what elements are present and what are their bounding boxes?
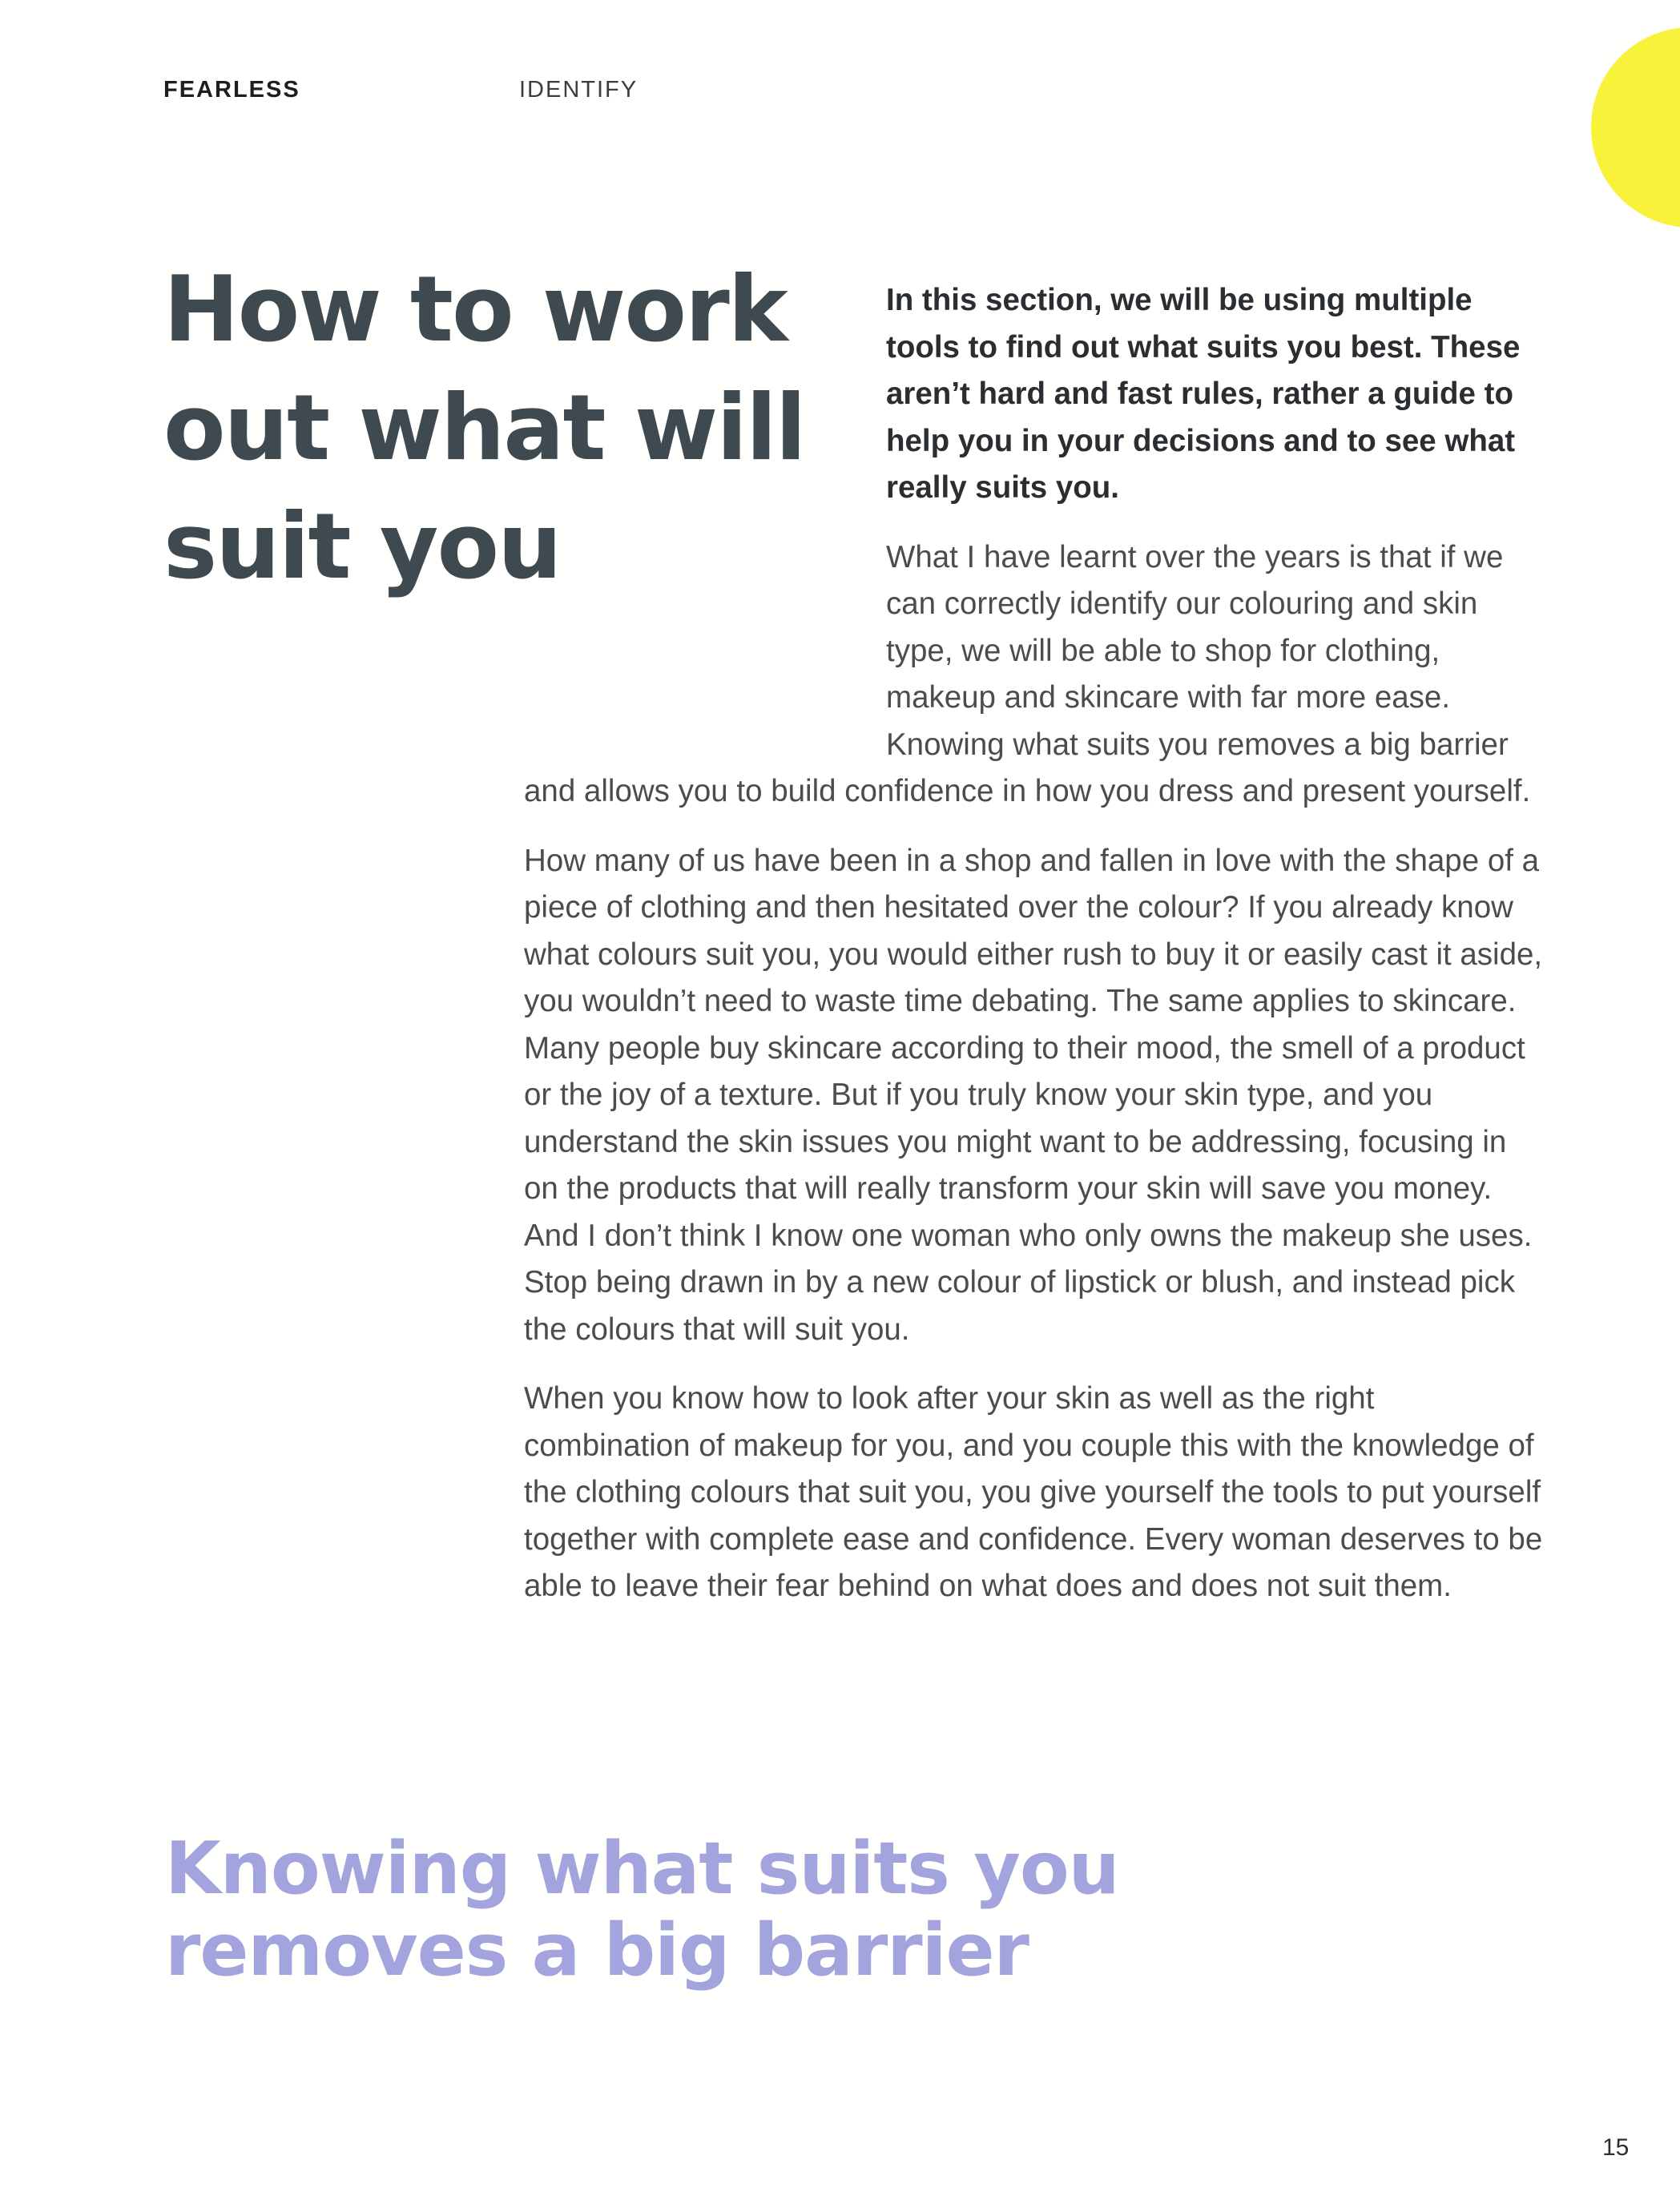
yellow-circle-decoration xyxy=(1591,27,1680,228)
body-text xyxy=(524,277,1545,1633)
pull-quote: Knowing what suits you removes a big barrier xyxy=(165,1827,1119,1993)
running-head-section: IDENTIFY xyxy=(519,77,639,103)
intro-paragraph: In this section, we will be using multiple tools to find out what suits you best. These aren’t hard and fast rules, rather a guide to help you in your decisions and to see what really suits you. xyxy=(886,283,1521,505)
page-number: 15 xyxy=(1602,2134,1630,2161)
body-paragraph-1: What I have learnt over the years is that if we can correctly identify our colouring and skin type, we will be able to shop for clothing, makeup and skincare with far more ease. Knowing what suits you removes a big barrier and allows you to build confidence in how you dress and present yourself. xyxy=(524,539,1531,808)
page-title: How to work out what will suit you xyxy=(163,256,805,599)
title-float-spacer xyxy=(524,277,886,726)
running-head-book-title: FEARLESS xyxy=(163,77,300,103)
body-paragraph-3: When you know how to look after your skin as well as the right combination of makeup for you, and you couple this with the knowledge of the clothing colours that suit you, you give yourself the tools to put yourself together with complete ease and confidence. Every woman deserves to be able to leave their fear behind on what does and does not suit them. xyxy=(524,1381,1543,1603)
body-paragraph-2: How many of us have been in a shop and fallen in love with the shape of a piece of clothing and then hesitated over the colour? If you already know what colours suit you, you would either rush to buy it or easily cast it aside, you wouldn’t need to waste time debating. The same applies to skincare. Many people buy skincare according to their mood, the smell of a product or the joy of a texture. But if you truly know your skin type, and you understand the skin issues you might want to be addressing, focusing in on the products that will really transform your skin will save you money. And I don’t think I know one woman who only owns the makeup she uses. Stop being drawn in by a new colour of lipstick or blush, and instead pick the colours that will suit you. xyxy=(524,843,1543,1347)
